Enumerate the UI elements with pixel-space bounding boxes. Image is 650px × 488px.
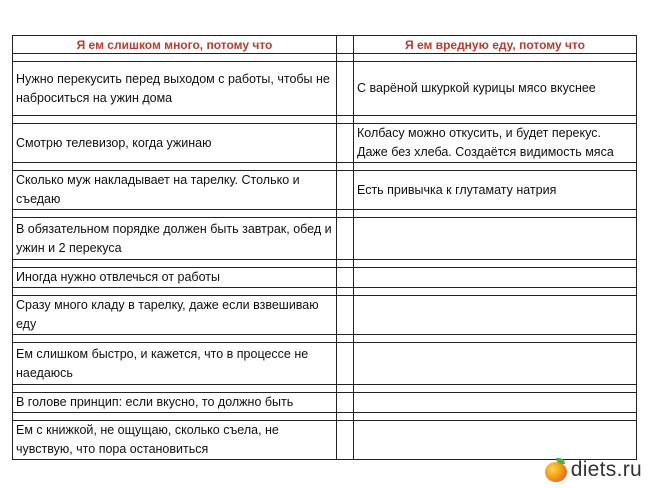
spacer-row [13, 385, 637, 393]
table-row [13, 343, 637, 385]
left-cell: Нужно перекусить перед выходом с работы, чтобы не наброситься на ужин дома [13, 62, 337, 116]
left-cell: В обязательном порядке должен быть завтрак, обед и ужин и 2 перекуса [13, 218, 337, 260]
right-cell: Колбасу можно откусить, и будет перекус. Даже без хлеба. Создаётся видимость мяса [354, 124, 637, 163]
table-row [13, 171, 637, 210]
diets-watermark [545, 458, 642, 482]
apple-icon [545, 458, 567, 482]
right-cell [354, 421, 637, 460]
spacer-row [13, 288, 637, 296]
spacer-row [13, 335, 637, 343]
left-cell: Сколько муж накладывает на тарелку. Столько и съедаю [13, 171, 337, 210]
right-cell [354, 218, 637, 260]
spacer-row [13, 413, 637, 421]
table-row [13, 218, 637, 260]
table-row [13, 421, 637, 460]
left-cell: Сразу много кладу в тарелку, даже если взвешиваю еду [13, 296, 337, 335]
table-row [13, 393, 637, 413]
table-row [13, 296, 637, 335]
right-cell [354, 343, 637, 385]
right-column-header: Я ем вредную еду, потому что [354, 36, 637, 54]
food-reasons-table [12, 35, 637, 460]
table-row [13, 268, 637, 288]
table-header-row [13, 36, 637, 54]
watermark-text: diets.ru [570, 458, 642, 481]
table-row [13, 124, 637, 163]
spacer-row [13, 260, 637, 268]
left-cell: Иногда нужно отвлечься от работы [13, 268, 337, 288]
left-cell: Смотрю телевизор, когда ужинаю [13, 124, 337, 163]
right-cell [354, 296, 637, 335]
spacer-row [13, 54, 637, 62]
spacer-row [13, 116, 637, 124]
table-row [13, 62, 637, 116]
right-cell [354, 393, 637, 413]
left-cell: В голове принцип: если вкусно, то должно быть [13, 393, 337, 413]
right-cell: С варёной шкуркой курицы мясо вкуснее [354, 62, 637, 116]
spacer-row [13, 163, 637, 171]
spacer-row [13, 210, 637, 218]
left-cell: Ем слишком быстро, и кажется, что в процессе не наедаюсь [13, 343, 337, 385]
left-cell: Ем с книжкой, не ощущаю, сколько съела, не чувствую, что пора остановиться [13, 421, 337, 460]
right-cell: Есть привычка к глутамату натрия [354, 171, 637, 210]
right-cell [354, 268, 637, 288]
column-gap [337, 36, 354, 54]
left-column-header: Я ем слишком много, потому что [13, 36, 337, 54]
